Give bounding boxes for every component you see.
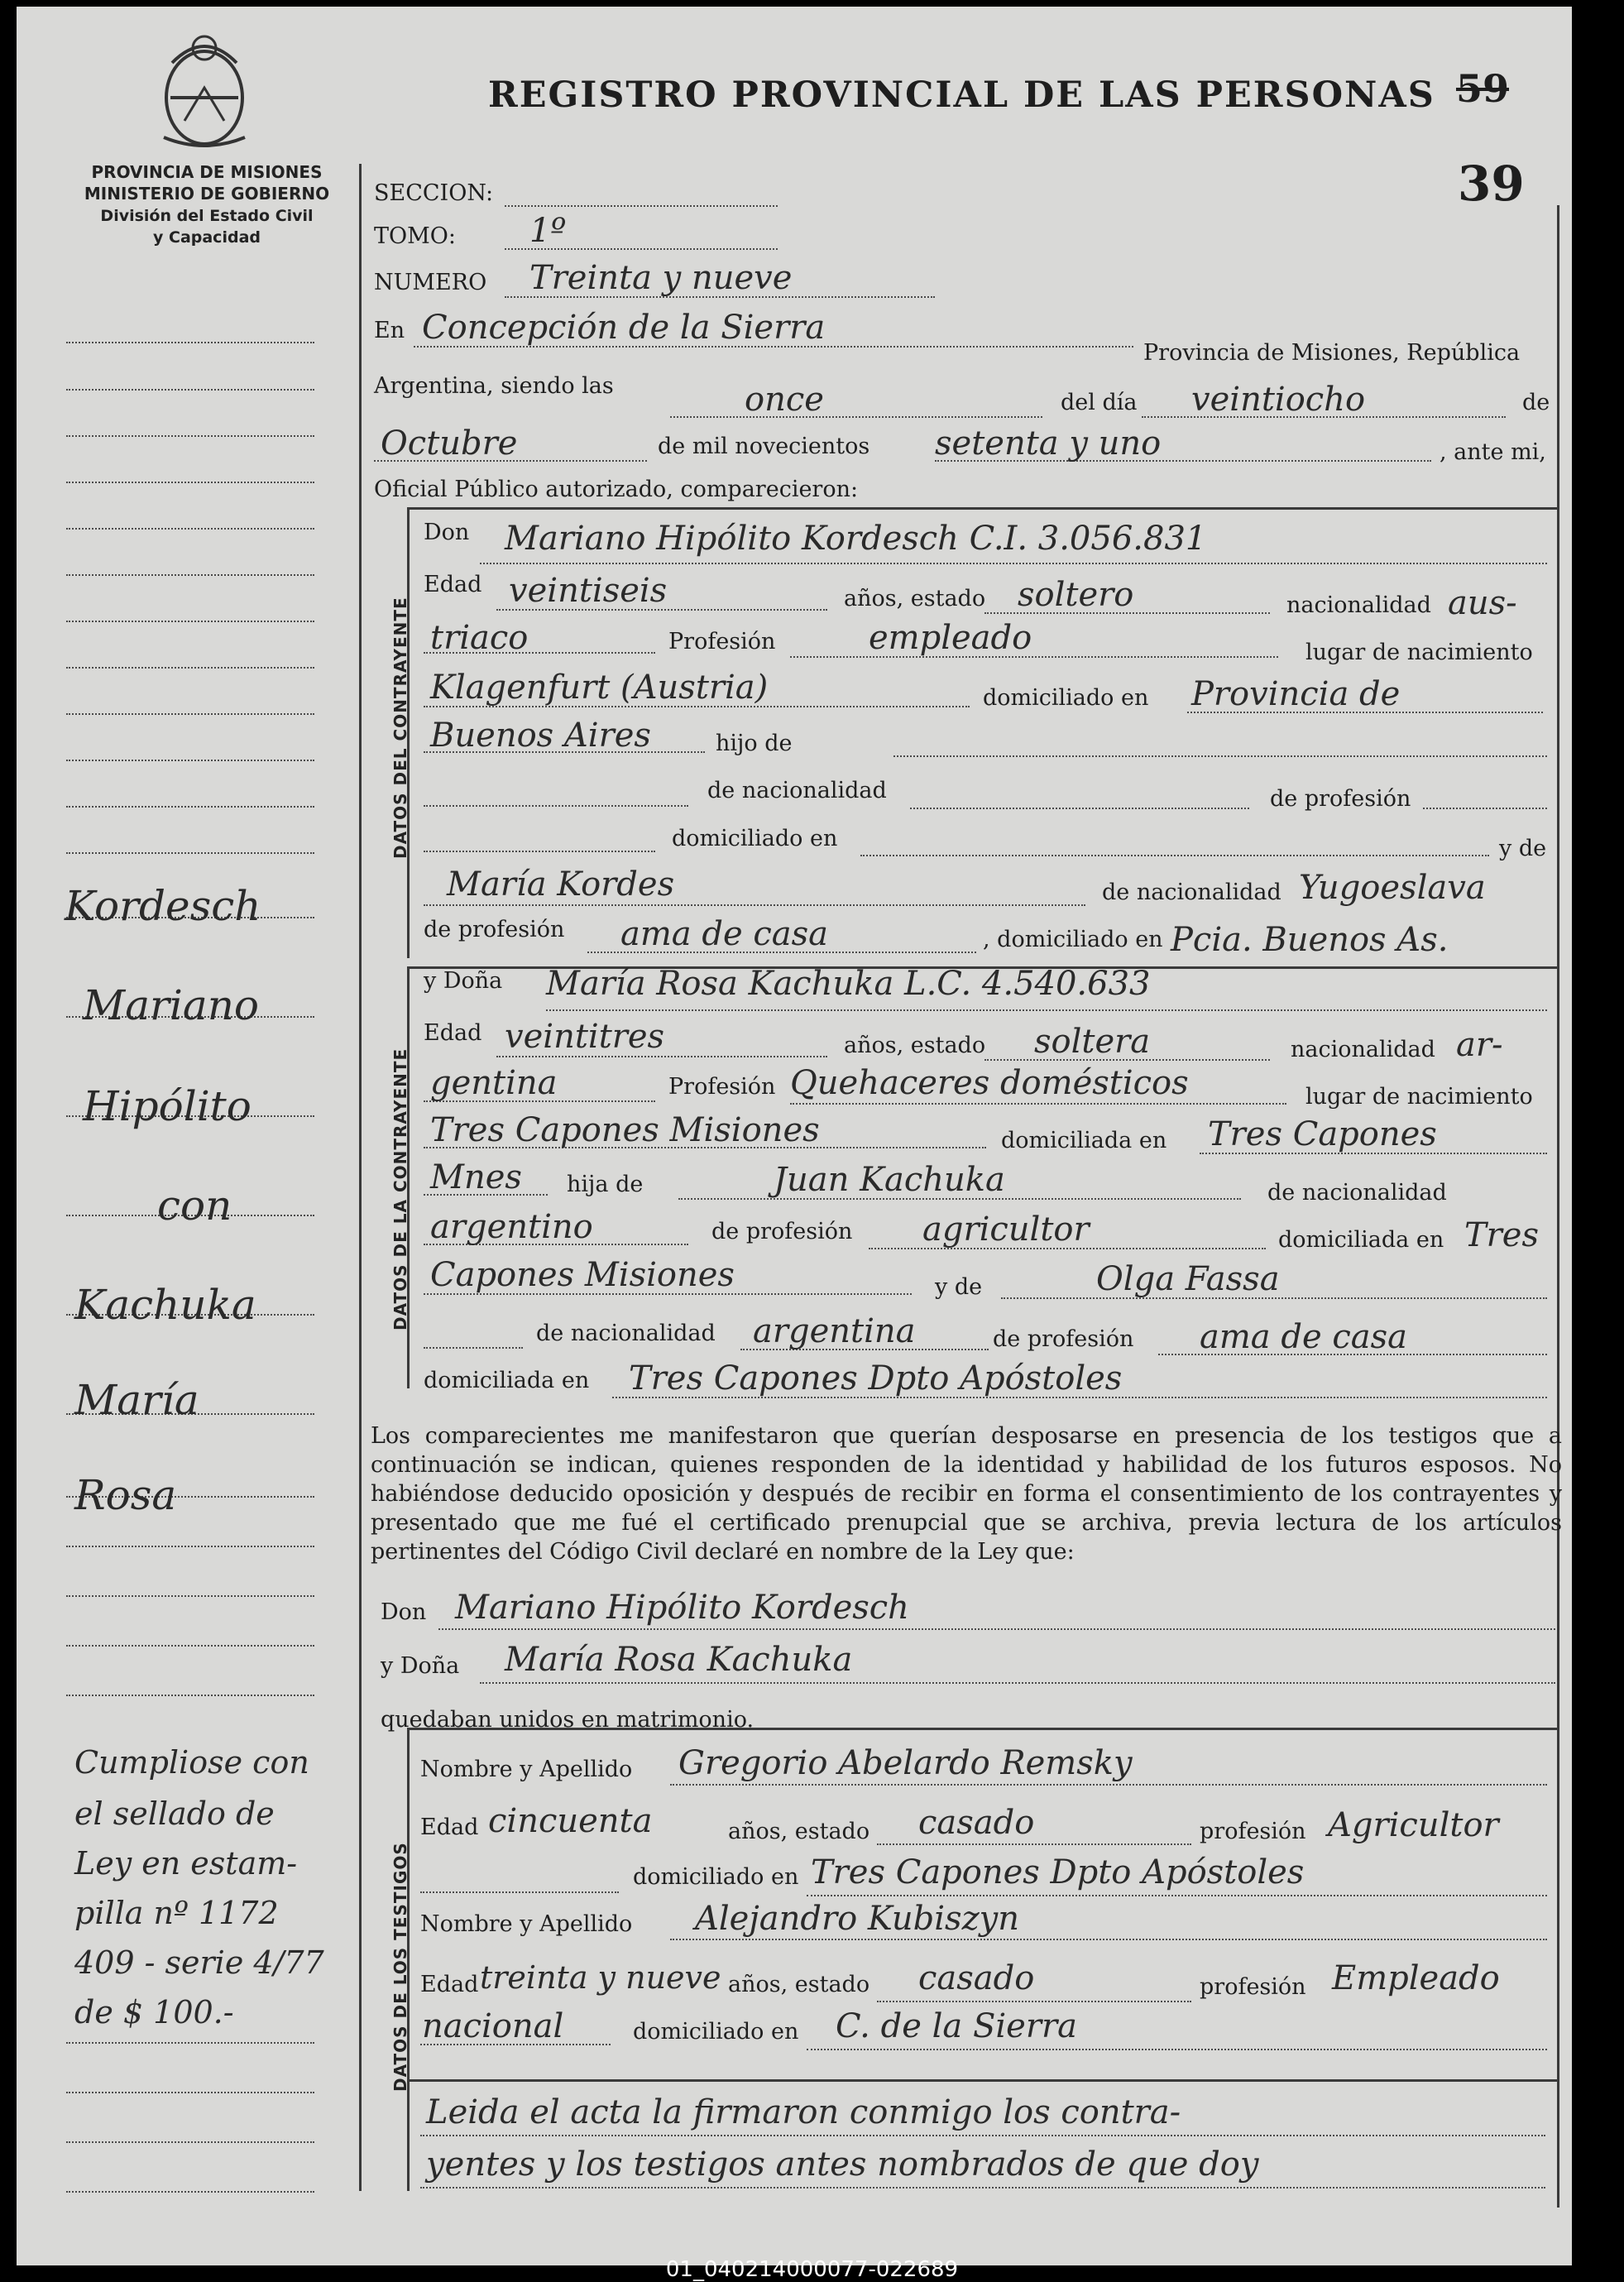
value-testigo2-estado: casado: [918, 1959, 1035, 1997]
label-domiciliada-en: domiciliada en: [1278, 1227, 1444, 1253]
value-novio-lugar: Klagenfurt (Austria): [430, 669, 769, 707]
value-novia-madre-nac: argentina: [753, 1312, 916, 1350]
margin-note-line: 409 - serie 4/77: [74, 1944, 324, 1981]
label-domiciliado-en: domiciliado en: [983, 685, 1149, 711]
margin-note-line: de $ 100.-: [74, 1994, 234, 2030]
label-domiciliada-en: domiciliada en: [424, 1368, 590, 1393]
margin-name: Hipólito: [83, 1082, 252, 1130]
value-lugar: Concepción de la Sierra: [422, 309, 826, 347]
label-en: En: [374, 318, 405, 343]
value-novio-edad: veintiseis: [509, 572, 668, 610]
label-y-dona: y Doña: [381, 1653, 460, 1679]
closing-line-2: yentes y los testigos antes nombrados de que doy: [426, 2145, 1259, 2184]
field-line: [670, 1939, 1547, 1940]
field-line: [1423, 808, 1547, 809]
field-line: [910, 808, 1249, 809]
field-line: [807, 1895, 1547, 1896]
value-novio-prof: empleado: [869, 619, 1032, 657]
label-nacionalidad: nacionalidad: [1286, 592, 1431, 618]
field-line: [480, 1682, 1555, 1684]
label-profesion: profesión: [1200, 1974, 1306, 2000]
value-testigo2-edad: treinta y nueve: [480, 1959, 721, 1996]
label-lugar-nac: lugar de nacimiento: [1305, 640, 1533, 665]
label-don: Don: [424, 520, 470, 545]
label-domiciliado-en: domiciliado en: [672, 826, 838, 851]
field-line: [424, 805, 688, 807]
field-line: [420, 2187, 1545, 2189]
field-line: [790, 656, 1278, 658]
label-nombre-apellido: Nombre y Apellido: [420, 1757, 633, 1782]
field-line: [670, 416, 1042, 418]
page-number: 39: [1458, 156, 1525, 212]
value-novio-madre-dom: Pcia. Buenos As.: [1171, 921, 1449, 959]
value-novia-madre: Olga Fassa: [1096, 1260, 1280, 1298]
value-novio-nac2: triaco: [430, 619, 529, 657]
document-title: REGISTRO PROVINCIAL DE LAS PERSONAS: [488, 74, 1435, 116]
label-de-profesion: de profesión: [711, 1219, 853, 1244]
header-ministry: MINISTERIO DE GOBIERNO: [84, 184, 330, 204]
label-anos-estado: años, estado: [728, 1972, 870, 1997]
margin-line: [66, 2042, 314, 2044]
field-line: [670, 1784, 1547, 1786]
label-provincia: Provincia de Misiones, República: [1143, 340, 1521, 366]
margin-line: [66, 2092, 314, 2093]
field-line: [438, 1628, 1555, 1630]
value-testigo2-prof2: nacional: [422, 2007, 564, 2045]
label-de-profesion: de profesión: [993, 1326, 1134, 1352]
margin-line: [66, 760, 314, 761]
label-de-profesion: de profesión: [1270, 786, 1411, 812]
field-line: [424, 1347, 523, 1349]
field-line: [807, 2049, 1547, 2050]
value-novia-dom2: Mnes: [430, 1158, 522, 1196]
margin-line: [66, 574, 314, 576]
margin-note-line: pilla nº 1172: [74, 1895, 279, 1931]
value-novia: María Rosa Kachuka L.C. 4.540.633: [546, 965, 1151, 1003]
value-novia-nac: ar-: [1456, 1026, 1503, 1064]
label-de-nacionalidad: de nacionalidad: [536, 1321, 716, 1346]
value-novio-madre-nac: Yugoeslava: [1299, 869, 1486, 907]
label-de-nacionalidad: de nacionalidad: [1267, 1180, 1447, 1206]
value-novio-dom2: Buenos Aires: [430, 717, 651, 755]
value-novio-nac: aus-: [1448, 584, 1517, 622]
value-don-final: Mariano Hipólito Kordesch: [455, 1589, 909, 1627]
value-testigo1-edad: cincuenta: [488, 1802, 653, 1840]
margin-line: [66, 528, 314, 530]
field-line: [424, 851, 655, 852]
margin-line: [66, 2191, 314, 2193]
margin-note-line: Cumpliose con: [74, 1744, 309, 1781]
value-tomo: 1º: [529, 212, 567, 250]
margin-name: Kachuka: [74, 1281, 256, 1329]
field-line: [505, 205, 778, 207]
label-domiciliado-en: domiciliado en: [633, 2019, 799, 2045]
value-novia-madre-prof: ama de casa: [1200, 1318, 1407, 1356]
label-edad: Edad: [420, 1972, 479, 1997]
margin-line: [66, 806, 314, 808]
margin-line: [66, 435, 314, 437]
label-hija-de: hija de: [567, 1172, 644, 1197]
label-seccion: SECCION:: [374, 180, 494, 206]
label-y-de: y de: [935, 1274, 983, 1300]
value-testigo2-dom: C. de la Sierra: [836, 2007, 1077, 2045]
document-page: [17, 7, 1572, 2265]
label-y-de: y de: [1499, 836, 1547, 861]
value-dia: veintiocho: [1191, 381, 1366, 419]
value-novia-madre-dom: Tres Capones Dpto Apóstoles: [629, 1359, 1123, 1397]
margin-line: [66, 1645, 314, 1647]
field-line: [420, 1891, 619, 1893]
value-novio: Mariano Hipólito Kordesch C.I. 3.056.831: [505, 520, 1207, 558]
label-hijo-de: hijo de: [716, 731, 793, 756]
margin-note-line: Ley en estam-: [74, 1845, 298, 1882]
label-y-dona: y Doña: [424, 968, 503, 994]
value-novio-madre: María Kordes: [447, 865, 675, 904]
margin-name: con: [157, 1182, 232, 1230]
label-del-dia: del día: [1061, 390, 1138, 415]
value-testigo1-dom: Tres Capones Dpto Apóstoles: [811, 1853, 1305, 1891]
label-domiciliado-en: , domiciliado en: [983, 927, 1163, 952]
value-novia-padre-dom2: Capones Misiones: [430, 1256, 735, 1294]
field-line: [546, 1009, 1547, 1011]
margin-line: [66, 667, 314, 669]
label-profesion: profesión: [1200, 1819, 1306, 1844]
coat-of-arms-icon: [156, 30, 253, 152]
value-numero: Treinta y nueve: [529, 259, 793, 297]
header-capacity: y Capacidad: [153, 228, 261, 247]
value-novia-edad: veintitres: [505, 1018, 665, 1056]
label-numero: NUMERO: [374, 270, 487, 295]
label-nombre-apellido: Nombre y Apellido: [420, 1911, 633, 1937]
label-de-nacionalidad: de nacionalidad: [1102, 880, 1281, 905]
groom-box-top: [407, 507, 1557, 510]
value-novio-estado: soltero: [1018, 576, 1134, 614]
value-novio-madre-prof: ama de casa: [620, 915, 828, 953]
value-anio: setenta y uno: [935, 424, 1162, 463]
label-argentina: Argentina, siendo las: [374, 373, 614, 399]
margin-line: [66, 713, 314, 715]
field-line: [480, 563, 1547, 564]
margin-line: [66, 389, 314, 391]
value-novia-padre-prof: agricultor: [922, 1211, 1090, 1249]
label-de: de: [1522, 390, 1550, 415]
value-novio-dom: Provincia de: [1191, 675, 1401, 713]
value-novia-estado: soltera: [1034, 1023, 1151, 1061]
right-rule: [1557, 205, 1559, 2208]
value-novia-padre-nac: argentino: [430, 1208, 593, 1246]
value-dona-final: María Rosa Kachuka: [505, 1641, 853, 1679]
margin-line: [66, 621, 314, 622]
value-novia-prof: Quehaceres domésticos: [790, 1064, 1189, 1102]
value-novia-padre: Juan Kachuka: [774, 1161, 1005, 1199]
image-id-footer: 01_040214000077-022689: [665, 2257, 959, 2282]
value-novia-nac2: gentina: [430, 1064, 558, 1102]
label-lugar-nac: lugar de nacimiento: [1305, 1084, 1533, 1110]
field-line: [420, 2135, 1545, 2136]
label-profesion: Profesión: [668, 1074, 776, 1100]
label-de-mil: de mil novecientos: [658, 434, 870, 459]
margin-name: Rosa: [74, 1471, 177, 1519]
margin-name: María: [74, 1376, 199, 1424]
header-division: División del Estado Civil: [100, 207, 314, 225]
value-novia-lugar: Tres Capones Misiones: [430, 1111, 820, 1149]
closing-rule: [407, 2079, 1557, 2082]
label-quedaban: quedaban unidos en matrimonio.: [381, 1707, 755, 1733]
label-de-profesion: de profesión: [424, 917, 565, 942]
margin-line: [66, 2141, 314, 2143]
side-label-groom: DATOS DEL CONTRAYENTE: [390, 597, 410, 859]
witness-box-top: [407, 1728, 1557, 1730]
field-line: [790, 1103, 1286, 1105]
margin-line: [66, 1695, 314, 1696]
margin-line: [66, 852, 314, 854]
label-edad: Edad: [424, 1020, 482, 1046]
field-line: [877, 1843, 1191, 1845]
margin-line: [66, 1546, 314, 1547]
label-domiciliada-en: domiciliada en: [1001, 1128, 1167, 1153]
field-line: [424, 904, 1085, 906]
page-number-crossed: 59: [1456, 66, 1510, 111]
value-hora: once: [745, 381, 824, 419]
label-don: Don: [381, 1599, 427, 1625]
label-anos-estado: años, estado: [844, 1033, 986, 1058]
label-ante-mi: , ante mi,: [1440, 439, 1546, 465]
declaration-paragraph: Los comparecientes me manifestaron que querían desposarse en presencia de los testigos que a continuación se indican, quienes responden de la identidad y habilidad de los futuros esposos. No habiéndose deducido oposición y después de recibir en forma el consentimiento de los contrayentes y presentado que me fué el certificado prenupcial que se archiva, previa lectura de los artículos pertinentes del Código Civil declaré en nombre de la Ley que:: [371, 1423, 1562, 1565]
margin-line: [66, 342, 314, 343]
value-testigo1-estado: casado: [918, 1804, 1035, 1842]
field-line: [860, 855, 1489, 856]
margin-name: Mariano: [83, 981, 260, 1029]
field-line: [877, 2001, 1191, 2002]
label-edad: Edad: [424, 572, 482, 597]
label-edad: Edad: [420, 1815, 479, 1840]
value-mes: Octubre: [381, 424, 518, 463]
side-label-bride: DATOS DE LA CONTRAYENTE: [390, 1048, 410, 1330]
label-profesion: Profesión: [668, 629, 776, 654]
field-line: [496, 1056, 827, 1057]
margin-line: [66, 482, 314, 483]
label-de-nacionalidad: de nacionalidad: [707, 778, 887, 803]
margin-rule: [359, 164, 362, 2191]
value-testigo1: Gregorio Abelardo Remsky: [678, 1744, 1133, 1782]
margin-name: Kordesch: [65, 882, 261, 930]
label-nacionalidad: nacionalidad: [1291, 1037, 1435, 1062]
label-anos-estado: años, estado: [844, 586, 986, 611]
side-label-witnesses: DATOS DE LOS TESTIGOS: [390, 1842, 410, 2092]
label-anos-estado: años, estado: [728, 1819, 870, 1844]
field-line: [893, 755, 1547, 757]
value-testigo2-prof: Empleado: [1332, 1959, 1500, 1997]
value-testigo1-prof: Agricultor: [1328, 1806, 1499, 1844]
label-domiciliado-en: domiciliado en: [633, 1864, 799, 1890]
value-novia-padre-dom: Tres: [1464, 1216, 1539, 1254]
label-oficial: Oficial Público autorizado, comparecieron:: [374, 477, 859, 502]
label-tomo: TOMO:: [374, 223, 457, 249]
margin-line: [66, 1595, 314, 1597]
closing-line-1: Leida el acta la firmaron conmigo los contra-: [426, 2093, 1181, 2131]
value-testigo2: Alejandro Kubiszyn: [695, 1900, 1020, 1938]
header-province: PROVINCIA DE MISIONES: [91, 162, 323, 182]
value-novia-dom: Tres Capones: [1208, 1115, 1437, 1153]
margin-note-line: el sellado de: [74, 1795, 275, 1832]
